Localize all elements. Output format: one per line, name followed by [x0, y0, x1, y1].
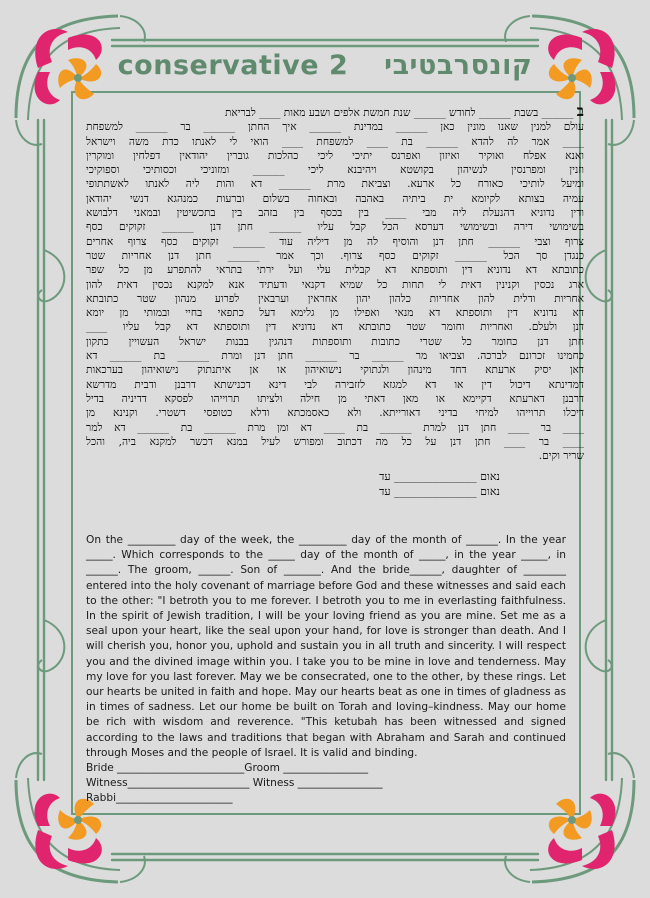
witness-label: נאום [476, 485, 500, 498]
hebrew-witness-lines [300, 469, 500, 499]
hebrew-line: וזנין ומפרנסין לנשיהון בקושטא ויהיבנא ליכי ______ ומזוניכי וכסותיכי וספוקיכי [86, 164, 584, 177]
witness-blank: _______________ [390, 485, 477, 498]
english-signature-lines [86, 761, 566, 807]
hebrew-line: דא נדוניא דין ותוספתא דא מנאי ואפילו מן גלימא דעל כתפאי בחיי ובמותי מן יומא [86, 307, 584, 320]
english-paragraph: On the _________ day of the week, the _________ day of the month of ______. In the year _____. Which corresponds to the _____ day of the month of _____, in the year _____, in ______. The groom, ______. Son of _______. And the bride______, daughter of ________ entered into the holy covenant of marriage before God and these witnesses and said each to the other: "I betroth you to me forever. I betroth you to me in everlasting faithfulness. In the spirit of Jewish tradition, I will be your loving friend as you are mine. Set me as a seal upon your heart, like the seal upon your hand, for love is stronger than death. And I will cherish you, honor you, uphold and sustain you in all truth and sincerity. I will respect you and the divined image within you. I take you to be mine in love and tenderness. May my love for you last forever. May we be consecrated, one to the other, by these rings. Let our hearts be united in faith and hope. May our hearts beat as one in times of gladness as in times of sadness. Let our home be built on Torah and loving–kindness. May our home be rich with wisdom and reverence. "This ketubah has been witnessed and signed according to the laws and traditions that began with Abraham and Sarah and continued through Moses and the people of Israel. It is valid and binding. [86, 534, 566, 759]
hebrew-text-block [86, 104, 584, 463]
english-text-block [86, 533, 566, 807]
hebrew-line: דנן ולעלם. ואחריות וחומר שטר כתובתא דא נדוניא דין ותוספתא דא קבל עליו ____ [86, 321, 584, 334]
page-title [0, 50, 650, 81]
signature-line: Rabbi______________________ [86, 792, 233, 805]
witness-suffix: עד [379, 485, 391, 498]
hebrew-line: אחריות ודלית להון אחריות כלהון יהון אחראין וערבאין לפרוע מנהון שטר כתובתא [86, 292, 584, 305]
signature-line: Bride ________________________Groom ________________ [86, 762, 369, 775]
hebrew-line: ____ בר ____ חתן דנן למרת ______ בת ____ דא ומן מרת ______ בת ______ דא למר [86, 421, 584, 434]
hebrew-line: ואנא אפלח ואוקיר ואיזון ואפרנס יתיכי ליכי כהלכות גוברין יהודאין דפלחין ומוקרין [86, 149, 584, 162]
hebrew-line: ______ בשבת ______ לחודש ______ שנת חמשת אלפים ושבע מאות ____ לבריאת [224, 107, 574, 119]
hebrew-line: כנגדן סך הכל ______ זקוקים כסף צרוף. וכך אמר ______ חתן דנן אחריות שטר [86, 249, 584, 262]
hebrew-line: כחמינו זכרונם לברכה. וצביאו מר ______ בר ______ חתן דנן ומרת ______ בת ______ דא [86, 350, 584, 363]
hebrew-line: דרבנן דארעתא דקיימא או מאן דאתי מן חילה ולציתו תרוייהו לפסקא דדיניה בדיל [86, 392, 584, 405]
hebrew-line: דמדינתא דיכול דין או דא למגזא לזזבירה לבי דינא דכנישתא דרבנן ודבית מדרשא [86, 378, 584, 391]
hebrew-line: דאן יסיק ארעתא דחד מינהון ולגתוקי נישואיהון או אן איתנתוק נישואיהון בערכאות [86, 364, 584, 377]
hebrew-line: ומיעל לותיכי כאורח כל ארעא. וצביאת מרת ______ דא והות ליה לאנתו לאשתתופי [86, 178, 584, 191]
hebrew-line: ארג נכסין וקנינין דאית לי תחות כל שמיא דקנאי ודעתיד אנא למקנא נכסין דאית להון [86, 278, 584, 291]
hebrew-closing-line: שריר וקים. [538, 450, 584, 463]
lead-letter: ב [576, 102, 584, 120]
hebrew-line: בשימושי דירה ובשימושי דערסא הכל קבל עליו ______ חתן דנן ______ זקוקים כסף [86, 221, 584, 234]
title-english: conservative 2 [117, 50, 349, 81]
hebrew-line: עמיה בצותא לקיומא ית ביתיה באהבה ובאחוה בשלום וברעות כמנהגא דנשי יהודאן [86, 192, 584, 205]
hebrew-line: ודין נדוניא דהנעלת ליה מבי ____ בין בכסף בין בזהב בין בתכשיטין ובמאני דלבושא [86, 207, 584, 220]
hebrew-line: צרוף וצבי ______ חתן דנן והוסיף לה מן דיליה עוד ______ זקוקים כסף צרוף אחרים [86, 235, 584, 248]
witness-suffix: עד [379, 470, 391, 483]
hebrew-line: ____ אמר לה להדא ______ בת ____ למשפחת ____ הואי לי לאנתו כדת משה וישראל [86, 135, 584, 148]
witness-blank: _______________ [390, 470, 477, 483]
signature-line: Witness_______________________ Witness ________________ [86, 777, 383, 790]
title-hebrew: קונסרבטיבי [384, 50, 533, 81]
hebrew-line: ____ בר ____ חתן דנן על כל מה דכתוב ומפורש לעיל במנא דכשר למקנא ביה, והכל [86, 435, 584, 448]
witness-label: נאום [476, 470, 500, 483]
hebrew-line: דיכלו תרוייהו למיחי בדיני דאורייתא. ולא כאסמכתא ודלא כטופסי דשטרי. וקנינא מן [86, 407, 584, 420]
hebrew-witness-line [300, 484, 500, 499]
hebrew-line: חתן דנן כחומר כל שטרי כתובות ותוספתות דנהגין בבנות ישראל העשויין כתקון [86, 335, 584, 348]
hebrew-line: עולם למנין שאנו מונין כאן ______ במדינת ______ איך החתן ______ בר ______ למשפחת [86, 121, 584, 134]
hebrew-witness-line [300, 469, 500, 484]
hebrew-line: כתובתא דא נדוניא דין ותוספתא דא קבלית עלי ועל ירתי בתראי להתפרע מן כל שפר [86, 264, 584, 277]
